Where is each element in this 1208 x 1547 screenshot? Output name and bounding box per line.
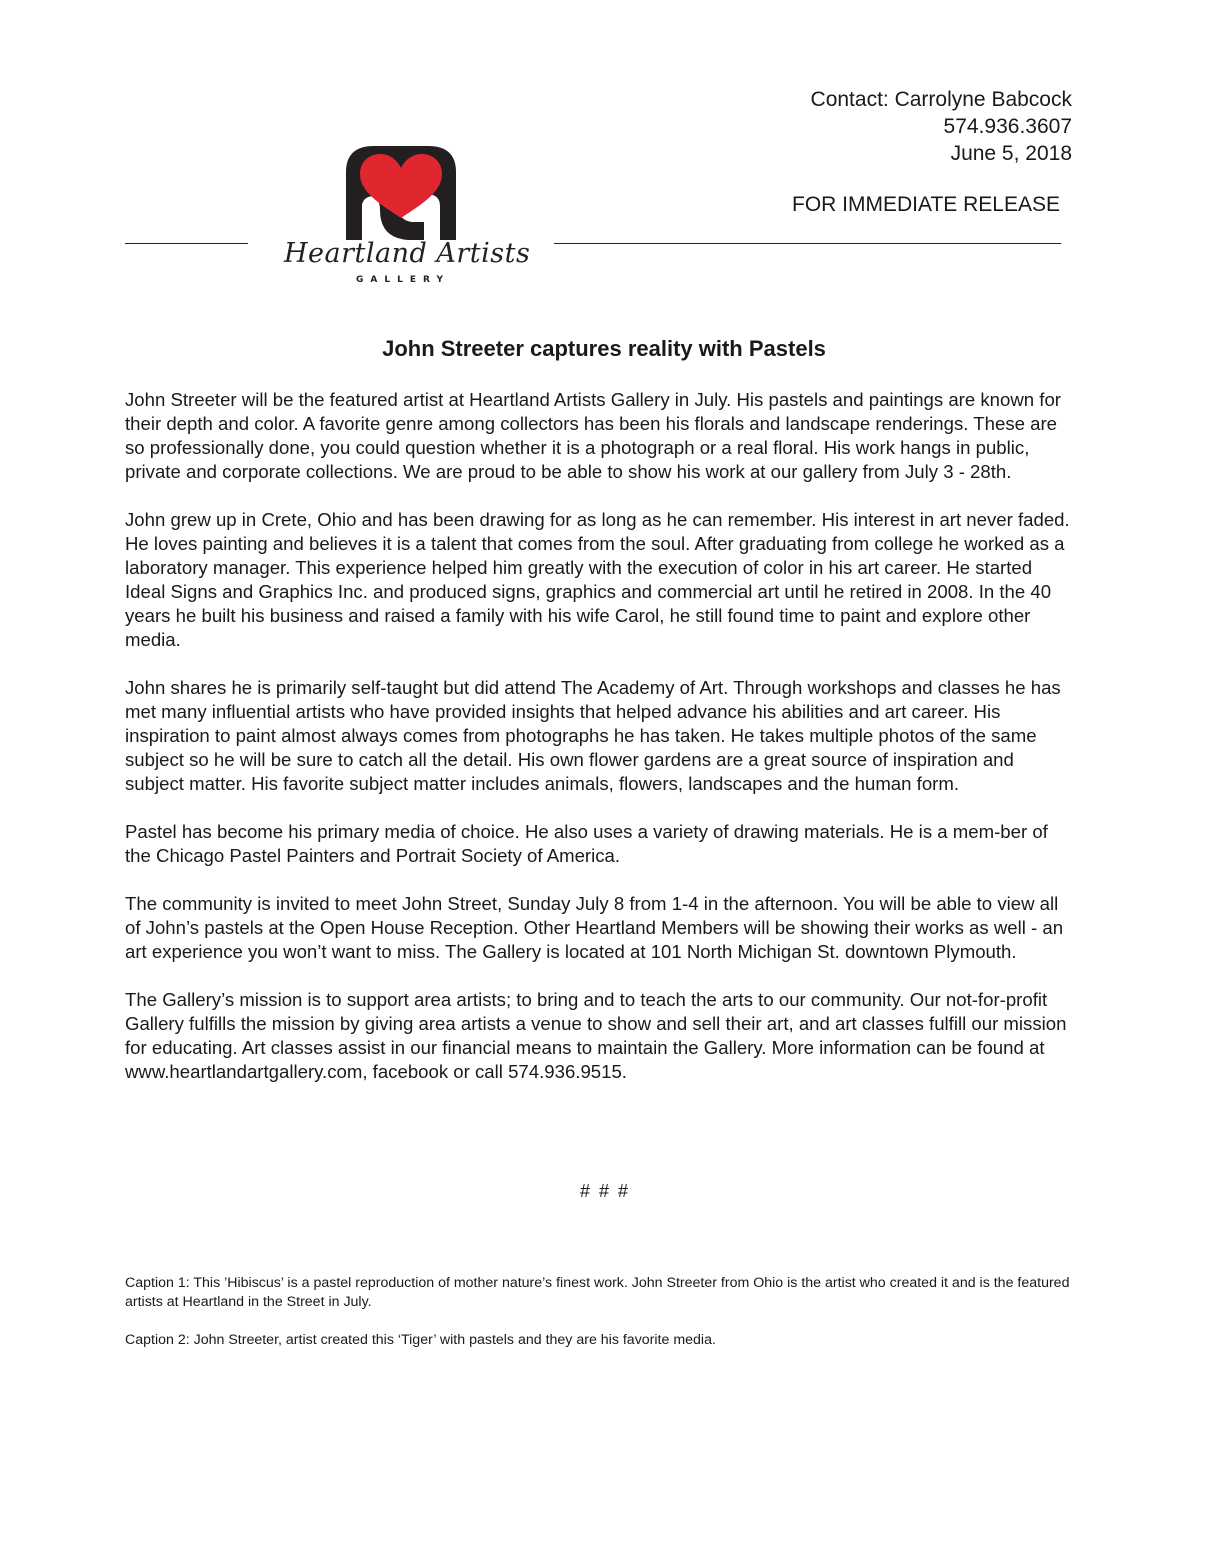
caption: Caption 2: John Streeter, artist created this ‘Tiger’ with pastels and they are his favorite media. — [125, 1332, 716, 1348]
headline: John Streeter captures reality with Pastels — [382, 336, 826, 361]
logo-subtitle: GALLERY — [356, 275, 450, 285]
body-paragraph: The community is invited to meet John Street, Sunday July 8 from 1-4 in the afternoon. You will be able to view all of John’s pastels at the Open House Reception. Other Heartland Members will be showing their works as well - an art experience you won’t want to miss. The Gallery is located at 101 North Michigan St. downtown Plymouth. — [125, 893, 1064, 962]
article-body — [125, 388, 1075, 1108]
release-notice: FOR IMMEDIATE RELEASE — [792, 193, 1060, 216]
contact-name: Contact: Carrolyne Babcock — [810, 88, 1072, 111]
header-rule-right — [554, 243, 1061, 244]
body-paragraph: John Streeter will be the featured artist at Heartland Artists Gallery in July. His pastels and paintings are known for their depth and color. A favorite genre among collectors has been his florals and landscape renderings. These are so professionally done, you could question whether it is a photograph or a real floral. His work hangs in public, private and corporate collections. We are proud to be able to show his work at our gallery from July 3 - 28th. — [125, 389, 1061, 482]
header-rule-left — [125, 243, 248, 244]
body-paragraph: Pastel has become his primary media of choice. He also uses a variety of drawing materials. He is a mem-ber of the Chicago Pastel Painters and Portrait Society of America. — [125, 821, 1048, 866]
contact-phone: 574.936.3607 — [943, 115, 1072, 138]
release-date: June 5, 2018 — [950, 142, 1072, 165]
end-mark: # # # — [579, 1181, 629, 1201]
body-paragraph: John shares he is primarily self-taught but did attend The Academy of Art. Through workshops and classes he has met many influential artists who have provided insights that helped advance his abilities and art career. His inspiration to paint almost always comes from photographs he has taken. He takes multiple photos of the same subject so he will be sure to catch all the detail. His own flower gardens are a great source of inspiration and subject matter. His favorite subject matter includes animals, flowers, landscapes and the human form. — [125, 677, 1061, 794]
body-paragraph: John grew up in Crete, Ohio and has been drawing for as long as he can remember. His interest in art never faded. He loves painting and believes it is a talent that comes from the soul. After graduating from college he worked as a laboratory manager. This experience helped him greatly with the execution of color in his art career. He started Ideal Signs and Graphics Inc. and produced signs, graphics and commercial art until he retired in 2008. In the 40 years he built his business and raised a family with his wife Carol, he still found time to paint and explore other media. — [125, 509, 1070, 650]
contact-block — [811, 86, 1072, 167]
logo-name: Heartland Artists — [284, 238, 531, 269]
caption: Caption 1: This ’Hibiscus’ is a pastel reproduction of mother nature’s finest work. John Streeter from Ohio is the artist who created it and is the featured artists at Heartland in the Street in July. — [125, 1275, 1070, 1310]
heart-logo-icon — [346, 144, 456, 240]
captions — [125, 1274, 1075, 1369]
gallery-logo — [284, 144, 531, 290]
body-paragraph: The Gallery’s mission is to support area artists; to bring and to teach the arts to our community. Our not-for-profit Gallery fulfills the mission by giving area artists a venue to show and sell their art, and art classes fulfill our mission for educating. Art classes assist in our financial means to maintain the Gallery. More information can be found at www.heartlandartgallery.com, facebook or call 574.936.9515. — [125, 989, 1067, 1082]
